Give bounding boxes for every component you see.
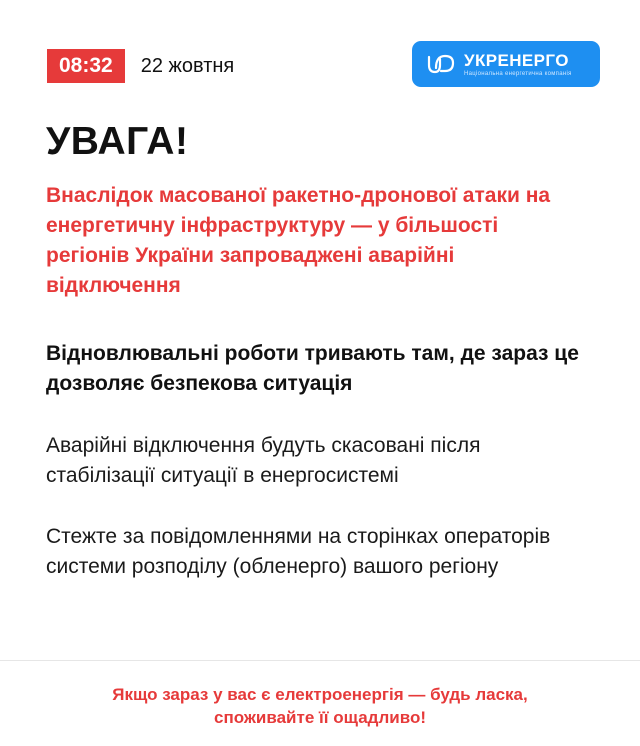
- footer-line-1: Якщо зараз у вас є електроенергія — будь ласка,: [112, 685, 528, 704]
- ukrenergo-logo-icon: [426, 52, 456, 76]
- ukrenergo-logo: [412, 41, 600, 87]
- logo-name: УКРЕНЕРГО: [464, 50, 569, 70]
- footer-divider: [0, 660, 640, 661]
- page-title: УВАГА!: [46, 120, 189, 163]
- logo-text: [464, 52, 572, 77]
- header: [47, 48, 600, 84]
- cancellation-message: Аварійні відключення будуть скасовані після стабілізації ситуації в енергосистемі: [46, 434, 481, 487]
- date-label: 22 жовтня: [140, 54, 235, 77]
- logo-subtitle: Національна енергетична компанія: [464, 70, 572, 77]
- restoration-message: Відновлювальні роботи тривають там, де зараз це дозволяє безпекова ситуація: [46, 342, 579, 395]
- alert-message: Внаслідок масованої ракетно-дронової атаки на енергетичну інфраструктуру — у більшості регіонів України запроваджені аварійні відключення: [46, 184, 551, 297]
- time-badge: 08:32: [47, 49, 125, 83]
- footer-line-2: споживайте її ощадливо!: [213, 708, 426, 727]
- follow-updates-message: Стежте за повідомленнями на сторінках операторів системи розподілу (обленерго) вашого регіону: [46, 525, 551, 578]
- footer-message: [20, 683, 620, 729]
